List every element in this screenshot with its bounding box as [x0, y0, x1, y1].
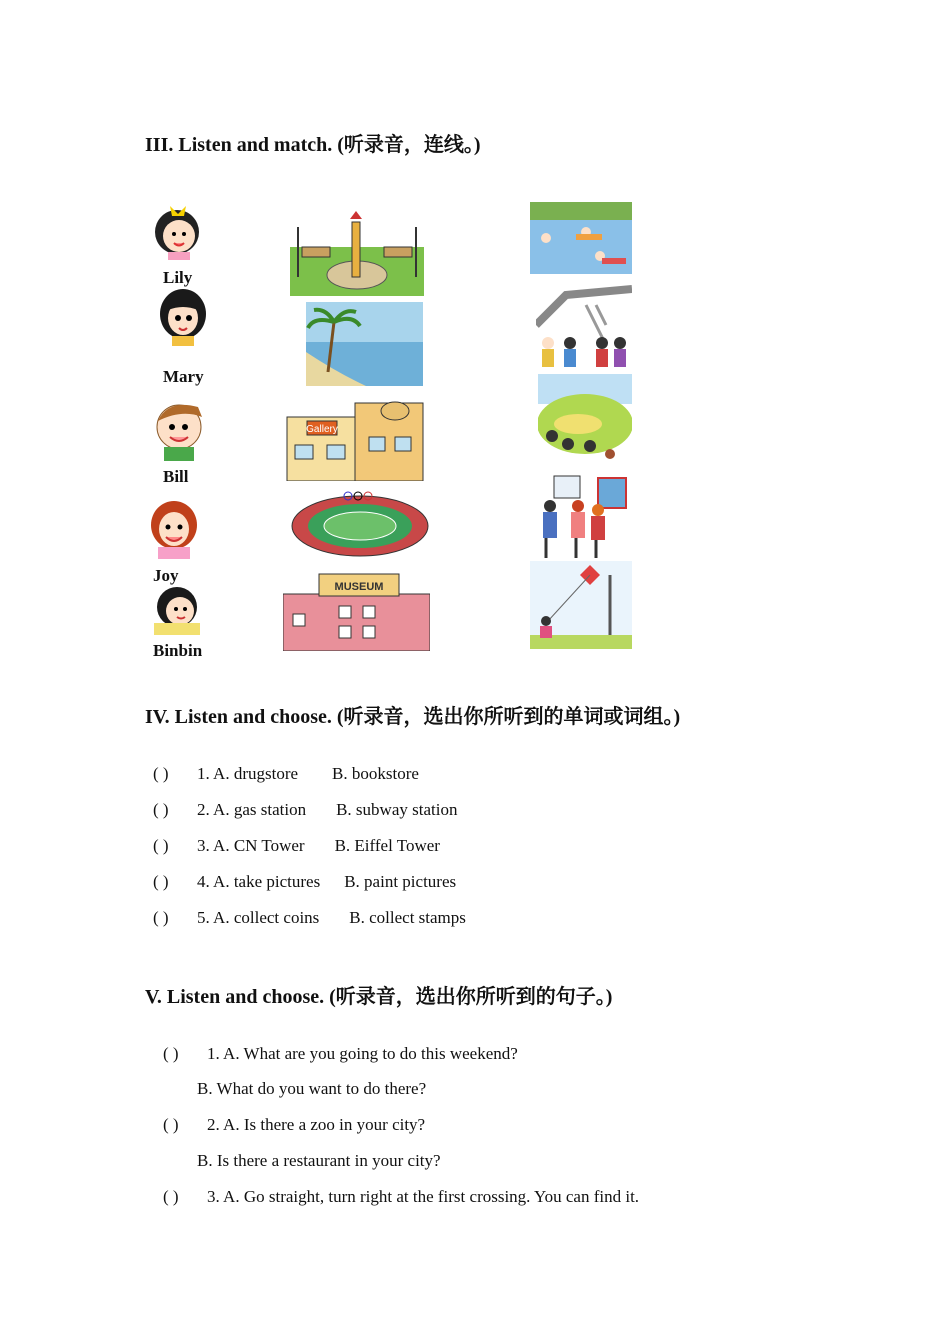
answer-blank[interactable]: ( ) [163, 1044, 179, 1063]
answer-blank[interactable]: ( ) [153, 800, 169, 819]
option-b[interactable]: B. collect stamps [349, 908, 466, 927]
question-row [153, 908, 466, 928]
option-b[interactable]: B. What do you want to do there? [197, 1079, 427, 1098]
section-5-heading: V. Listen and choose. (听录音，选出你所听到的句子。) [145, 986, 613, 1008]
art-gallery-icon [538, 472, 632, 559]
option-a[interactable]: 3. A. Go straight, turn right at the first crossing. You can find it. [207, 1187, 640, 1206]
kite-flying-icon [530, 561, 632, 649]
option-a[interactable]: 2. A. gas station [197, 800, 307, 819]
person-name: Mary [163, 367, 204, 386]
person-name: Binbin [153, 641, 203, 660]
answer-blank[interactable]: ( ) [163, 1115, 179, 1134]
joy-avatar-icon [150, 497, 198, 559]
answer-blank[interactable]: ( ) [153, 764, 169, 783]
swimming-icon [530, 198, 632, 274]
option-a[interactable]: 1. A. drugstore [197, 764, 299, 783]
park-icon [290, 207, 424, 296]
answer-blank[interactable]: ( ) [153, 908, 169, 927]
option-b[interactable]: B. subway station [336, 800, 458, 819]
picnic-icon [538, 374, 632, 464]
gallery-sign: Gallery [306, 424, 338, 435]
question-row [153, 764, 419, 784]
bill-avatar-icon [152, 397, 206, 461]
person-name: Lily [163, 268, 193, 287]
lily-avatar-icon [150, 200, 204, 260]
option-b[interactable]: B. Is there a restaurant in your city? [197, 1151, 441, 1170]
stadium-icon [290, 486, 430, 560]
question-row [163, 1187, 639, 1207]
section-4-heading: IV. Listen and choose. (听录音，选出你所听到的单词或词组。) [145, 706, 681, 728]
question-row [153, 800, 457, 820]
option-a[interactable]: 1. A. What are you going to do this weekend? [207, 1044, 518, 1063]
option-b[interactable]: B. bookstore [332, 764, 419, 783]
museum-sign: MUSEUM [334, 581, 384, 593]
section-3-heading: III. Listen and match. (听录音，连线。) [145, 134, 481, 156]
question-row [163, 1115, 425, 1135]
option-a[interactable]: 2. A. Is there a zoo in your city? [207, 1115, 426, 1134]
option-a[interactable]: 5. A. collect coins [197, 908, 320, 927]
option-a[interactable]: 3. A. CN Tower [197, 836, 305, 855]
answer-blank[interactable]: ( ) [153, 872, 169, 891]
binbin-avatar-icon [150, 585, 204, 635]
option-b[interactable]: B. Eiffel Tower [334, 836, 440, 855]
gallery-icon [283, 397, 426, 481]
question-row [163, 1044, 518, 1064]
option-b[interactable]: B. paint pictures [344, 872, 457, 891]
beach-icon [306, 302, 423, 386]
person-name: Bill [163, 467, 189, 486]
option-a[interactable]: 4. A. take pictures [197, 872, 321, 891]
question-row [153, 836, 440, 856]
person-name: Joy [153, 566, 179, 585]
mary-avatar-icon [158, 288, 208, 346]
museum-icon [283, 570, 430, 651]
answer-blank[interactable]: ( ) [153, 836, 169, 855]
question-row [153, 872, 456, 892]
dinosaur-museum-icon [536, 285, 632, 369]
answer-blank[interactable]: ( ) [163, 1187, 179, 1206]
